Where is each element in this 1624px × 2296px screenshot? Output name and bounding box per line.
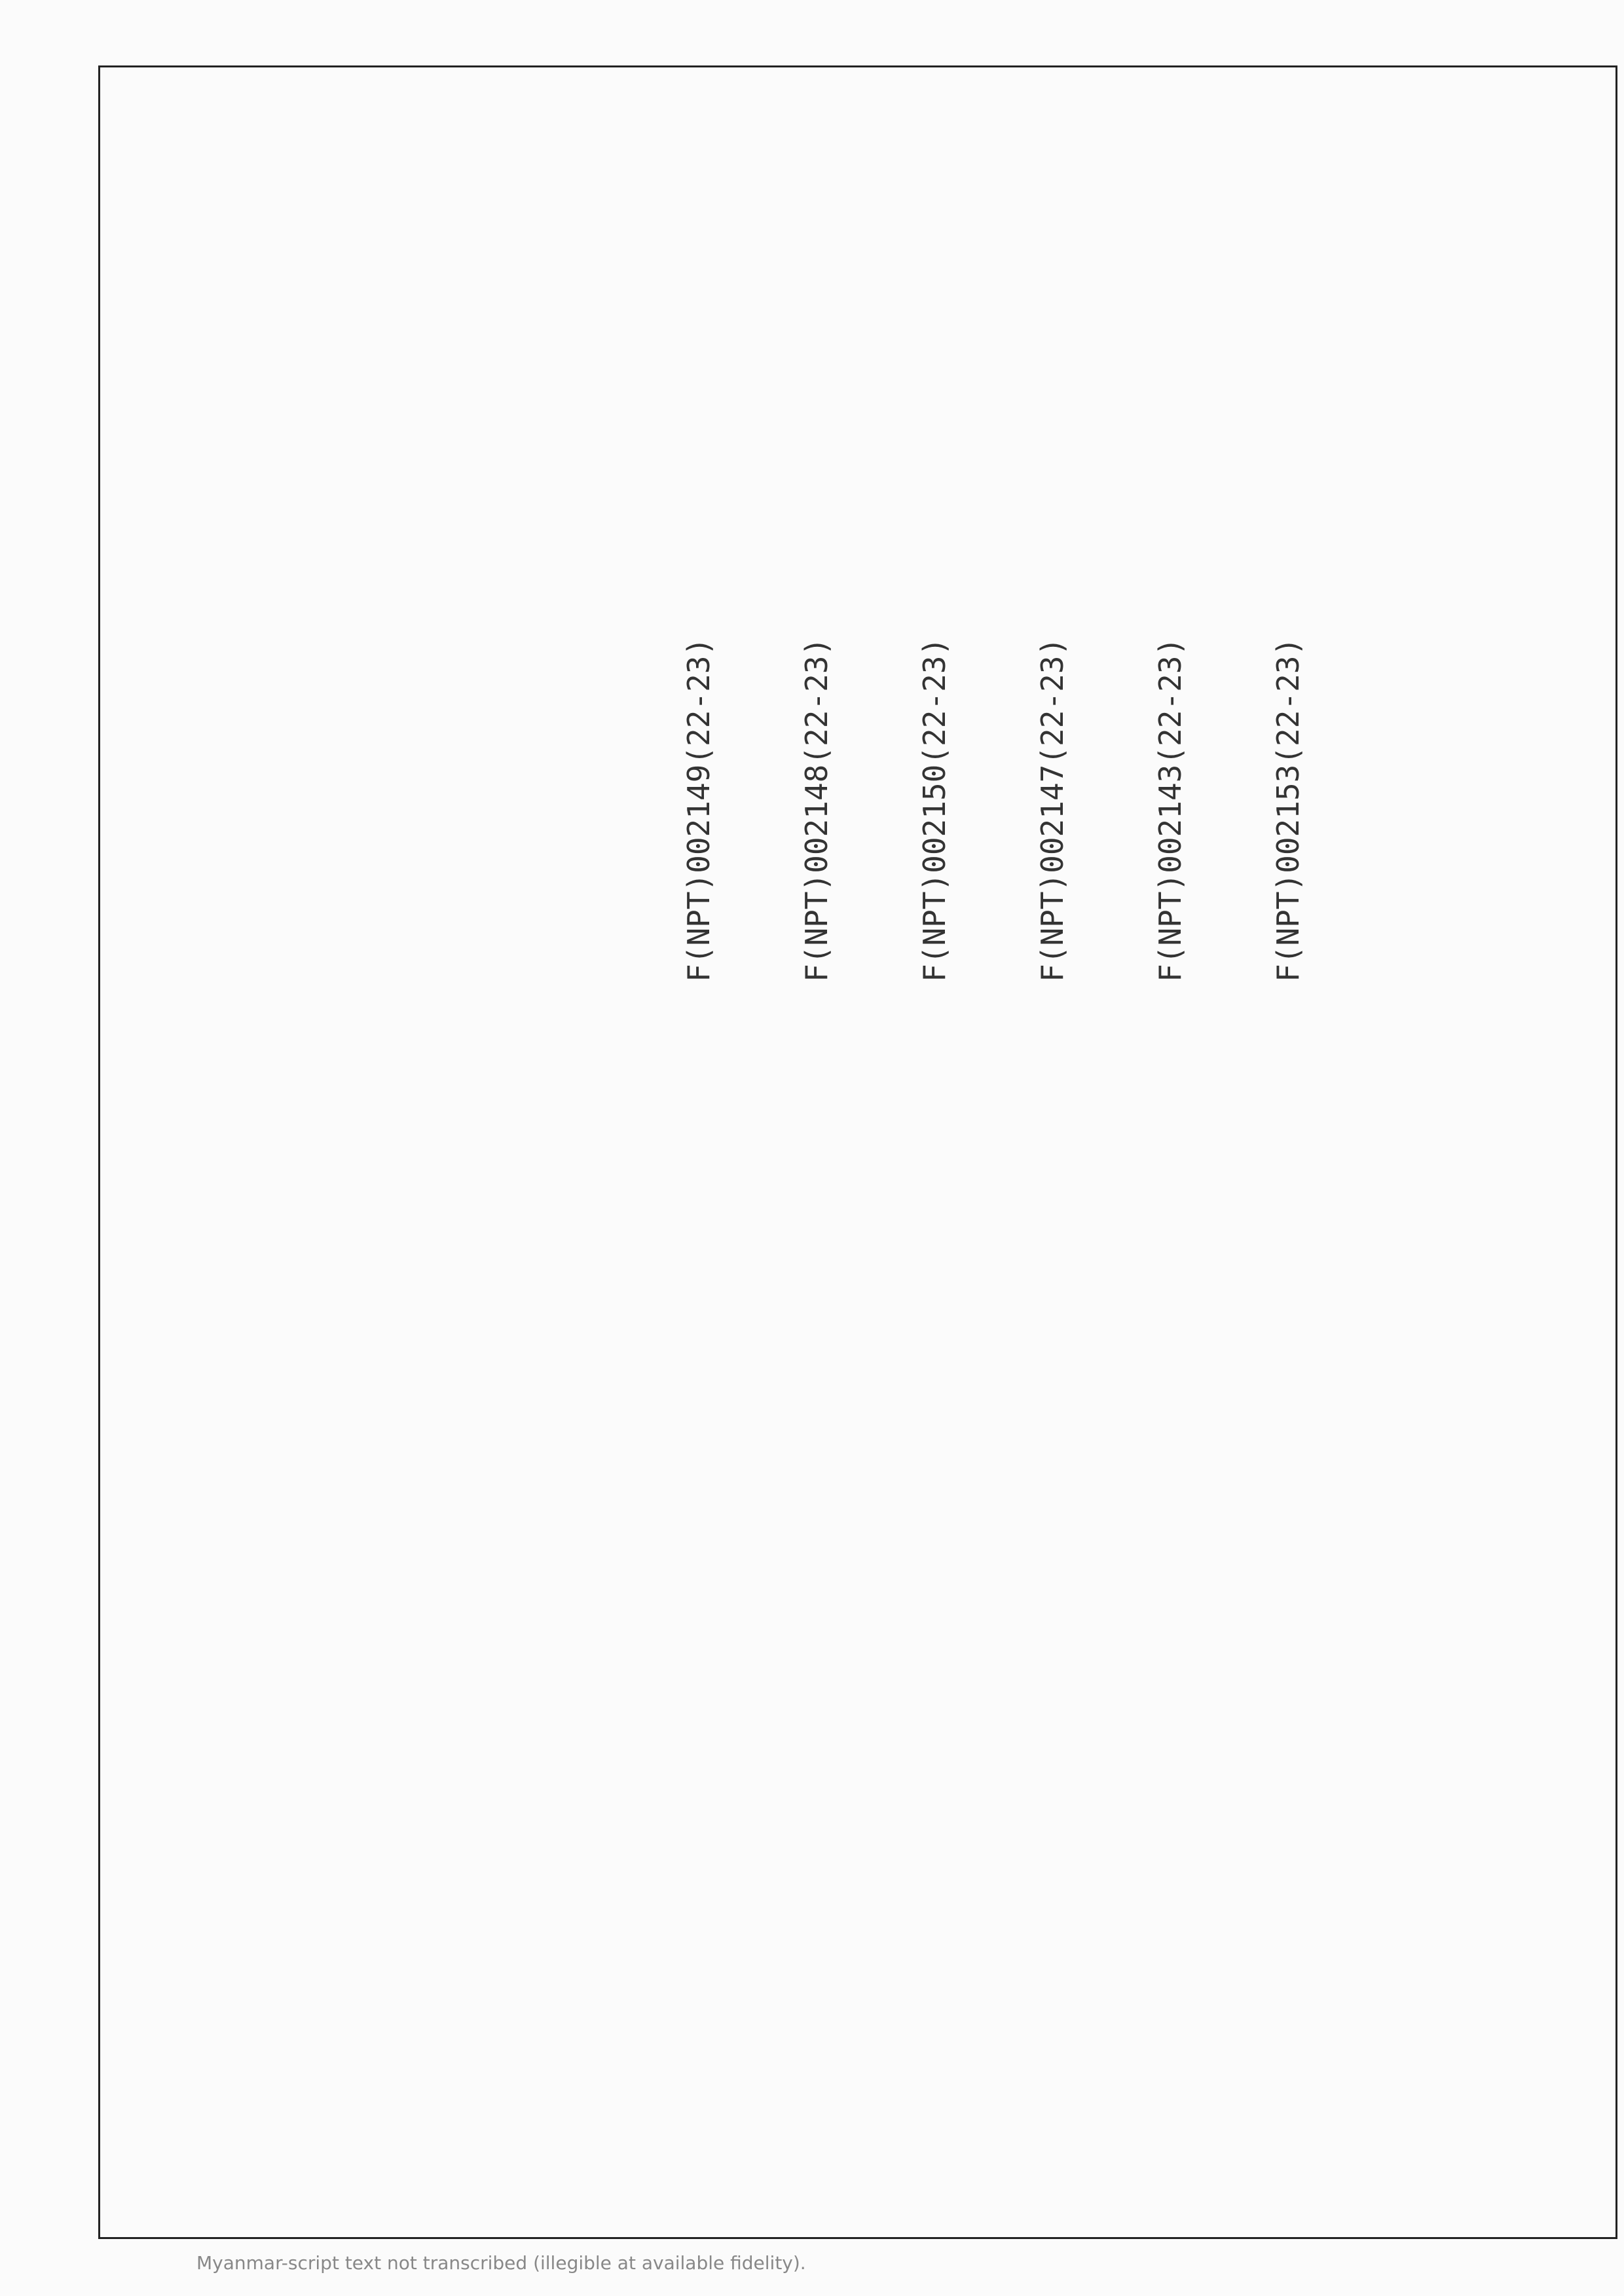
table-row: F(NPT)002148(22-23) [799, 637, 834, 982]
table-row: F(NPT)002147(22-23) [1035, 637, 1070, 982]
table-row: F(NPT)002149(22-23) [681, 637, 716, 982]
transcription-note: Myanmar-script text not transcribed (illegible at available fidelity). [196, 2252, 806, 2274]
table-row: F(NPT)002150(22-23) [917, 637, 952, 982]
table-row: F(NPT)002153(22-23) [1270, 637, 1306, 982]
table-row: F(NPT)002143(22-23) [1153, 637, 1188, 982]
table-border-left [98, 65, 100, 2239]
table-border-right [1615, 65, 1617, 2239]
table-border-top [98, 65, 1617, 67]
registration-codes [681, 144, 1486, 2239]
